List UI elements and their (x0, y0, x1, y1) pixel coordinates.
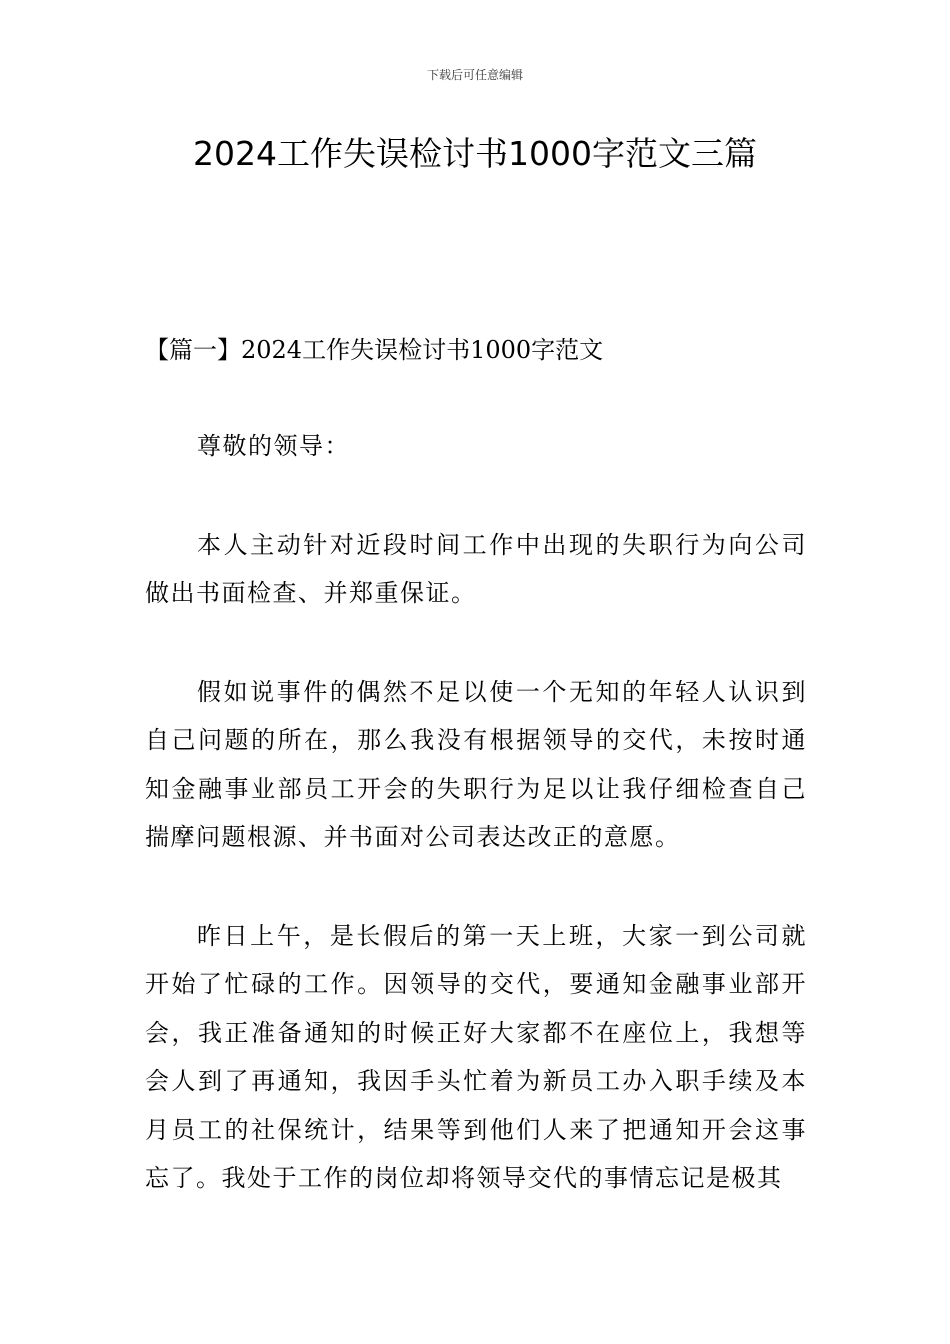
paragraph-3: 昨日上午，是长假后的第一天上班，大家一到公司就开始了忙碌的工作。因领导的交代，要通知金融事业部开会，我正准备通知的时候正好大家都不在座位上，我想等会人到了再通知，我因手头忙着为新员工办入职手续及本月员工的社保统计，结果等到他们人来了把通知开会这事忘了。我处于工作的岗位却将领导交代的事情忘记是极其 (145, 921, 807, 1192)
document-title: 2024工作失误检讨书1000字范文三篇 (193, 134, 757, 173)
paragraph-2: 假如说事件的偶然不足以使一个无知的年轻人认识到自己问题的所在，那么我没有根据领导的交代，未按时通知金融事业部员工开会的失职行为足以让我仔细检查自己揣摩问题根源、并书面对公司表达改正的意愿。 (145, 677, 807, 851)
document-body (145, 330, 807, 1203)
section-heading: 【篇一】2024工作失误检讨书1000字范文 (145, 336, 604, 364)
salutation: 尊敬的领导： (197, 432, 350, 460)
header-note: 下载后可任意编辑 (426, 68, 523, 82)
paragraph-1: 本人主动针对近段时间工作中出现的失职行为向公司做出书面检查、并郑重保证。 (145, 530, 807, 607)
